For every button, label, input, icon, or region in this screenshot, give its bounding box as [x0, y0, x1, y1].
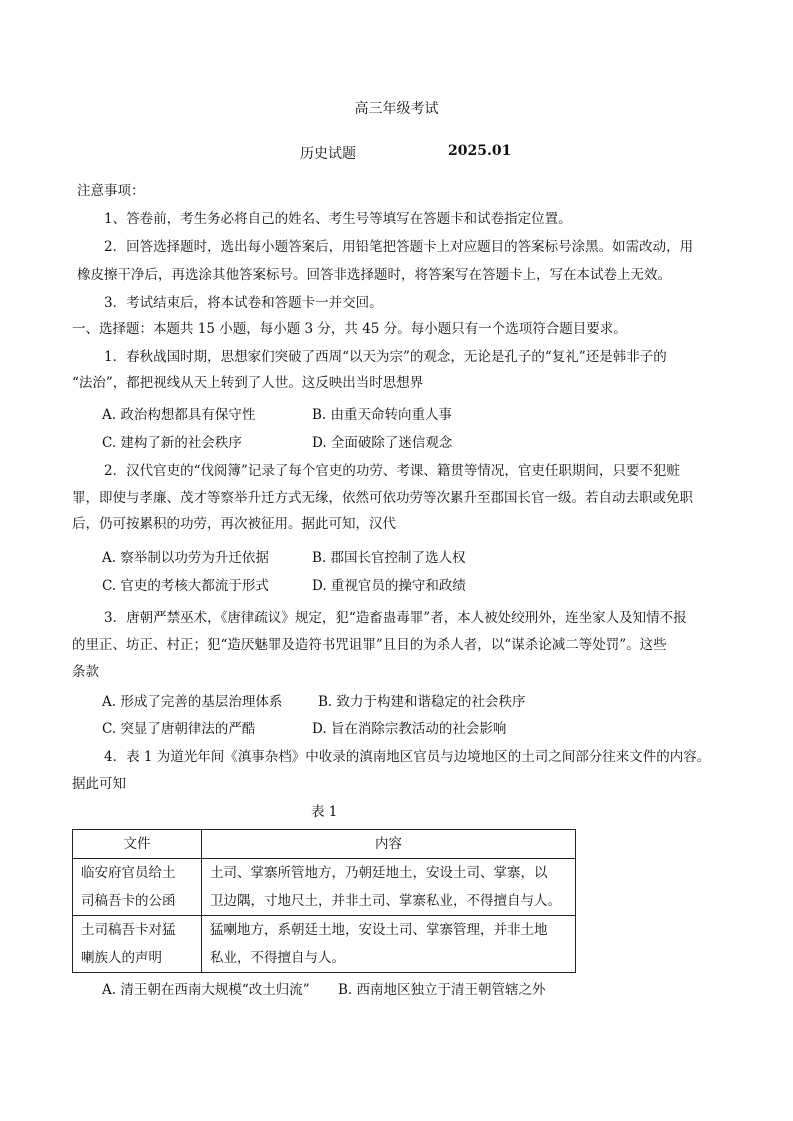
q2-option-d: D. 重视官员的操守和政绩: [312, 578, 466, 594]
cell-text: 土司、掌寨所管地方，乃朝廷地土，安设土司、掌寨，以: [210, 865, 548, 881]
q1-line-1: 1．春秋战国时期，思想家们突破了西周“以天为宗”的观念，无论是孔子的“复礼”还是韩非子的: [104, 349, 667, 365]
table-1: [72, 829, 576, 973]
q1-option-c: C. 建构了新的社会秩序: [102, 435, 242, 451]
q4-option-a: A. 清王朝在西南大规模“改土归流”: [102, 982, 310, 998]
q3-line-3: 条款: [72, 664, 99, 680]
notice-item-2-line-2: 橡皮擦干净后，再选涂其他答案标号。回答非选择题时，将答案写在答题卡上，写在本试卷上无效。: [77, 267, 671, 283]
table-cell-content: [202, 859, 576, 916]
q3-option-c: C. 突显了唐朝律法的严酷: [102, 721, 256, 737]
q1-option-b: B. 由重天命转向重人事: [312, 407, 453, 423]
q3-line-1: 3．唐朝严禁巫术，《唐律疏议》规定，犯“造畜蛊毒罪”者，本人被处绞刑外，连坐家人及知情不报: [104, 610, 687, 626]
cell-text: 临安府官员给土: [81, 865, 176, 881]
q2-option-a: A. 察举制以功劳为升迁依据: [102, 550, 269, 566]
cell-text: 司稿吾卡的公函: [81, 893, 176, 909]
q3-option-d: D. 旨在消除宗教活动的社会影响: [312, 721, 507, 737]
q4-line-2: 据此可知: [72, 776, 126, 792]
cell-text: 私业，不得擅自与人。: [210, 950, 345, 966]
q1-option-a: A. 政治构想都具有保守性: [102, 407, 256, 423]
q3-line-2: 的里正、坊正、村正；犯“造厌魅罪及造符书咒诅罪”且目的为杀人者，以“谋杀论减二等处罚”。这些: [72, 637, 667, 653]
q4-line-1: 4．表 1 为道光年间《滇事杂档》中收录的滇南地区官员与边境地区的土司之间部分往来文件的内容。: [104, 749, 711, 765]
table-cell-content: [202, 916, 576, 973]
cell-text: 卫边隅，寸地尺土，并非土司、掌寨私业，不得擅自与人。: [210, 893, 561, 909]
table-row: [73, 859, 576, 916]
q3-option-b: B. 致力于构建和谐稳定的社会秩序: [318, 694, 526, 710]
table-row: [73, 916, 576, 973]
notice-item-2-line-1: 2．回答选择题时，选出每小题答案后，用铅笔把答题卡上对应题目的答案标号涂黑。如需改动，用: [104, 239, 694, 255]
table-cell-doc: [73, 916, 202, 973]
q4-option-b: B. 西南地区独立于清王朝管辖之外: [338, 982, 546, 998]
exam-date: 2025.01: [448, 143, 512, 159]
q1-line-2: “法治”，都把视线从天上转到了人世。这反映出当时思想界: [72, 375, 424, 391]
table-header-content: 内容: [202, 830, 576, 859]
notice-item-3: 3．考试结束后，将本试卷和答题卡一并交回。: [104, 295, 383, 311]
q1-option-d: D. 全面破除了迷信观念: [312, 435, 453, 451]
section-heading: 一、选择题：本题共 15 小题，每小题 3 分，共 45 分。每小题只有一个选项符合题目要求。: [72, 321, 627, 337]
exam-subject: 历史试题: [300, 146, 356, 162]
q2-line-3: 后，仍可按累积的功劳，再次被征用。据此可知，汉代: [72, 516, 396, 532]
q2-line-1: 2．汉代官吏的“伐阅簿”记录了每个官吏的功劳、考课、籍贯等情况，官吏任职期间，只要不犯赃: [104, 463, 680, 479]
q2-line-2: 罪，即使与孝廉、茂才等察举升迁方式无缘，依然可依功劳等次累升至郡国长官一级。若自动去职或免职: [72, 490, 693, 506]
table-header-doc: 文件: [73, 830, 202, 859]
exam-title: 高三年级考试: [354, 101, 439, 117]
q2-option-b: B. 郡国长官控制了选人权: [312, 550, 466, 566]
cell-text: 喇族人的声明: [81, 950, 162, 966]
notice-heading: 注意事项：: [77, 183, 145, 199]
cell-text: 土司稿吾卡对猛: [81, 922, 176, 938]
table-header-row: [73, 830, 576, 859]
table-caption: 表 1: [311, 804, 338, 820]
q2-option-c: C. 官吏的考核大都流于形式: [102, 578, 269, 594]
table-cell-doc: [73, 859, 202, 916]
q3-option-a: A. 形成了完善的基层治理体系: [102, 694, 283, 710]
cell-text: 猛喇地方，系朝廷土地，安设土司、掌寨管理，并非土地: [210, 922, 548, 938]
notice-item-1: 1、答卷前，考生务必将自己的姓名、考生号等填写在答题卡和试卷指定位置。: [104, 211, 572, 227]
